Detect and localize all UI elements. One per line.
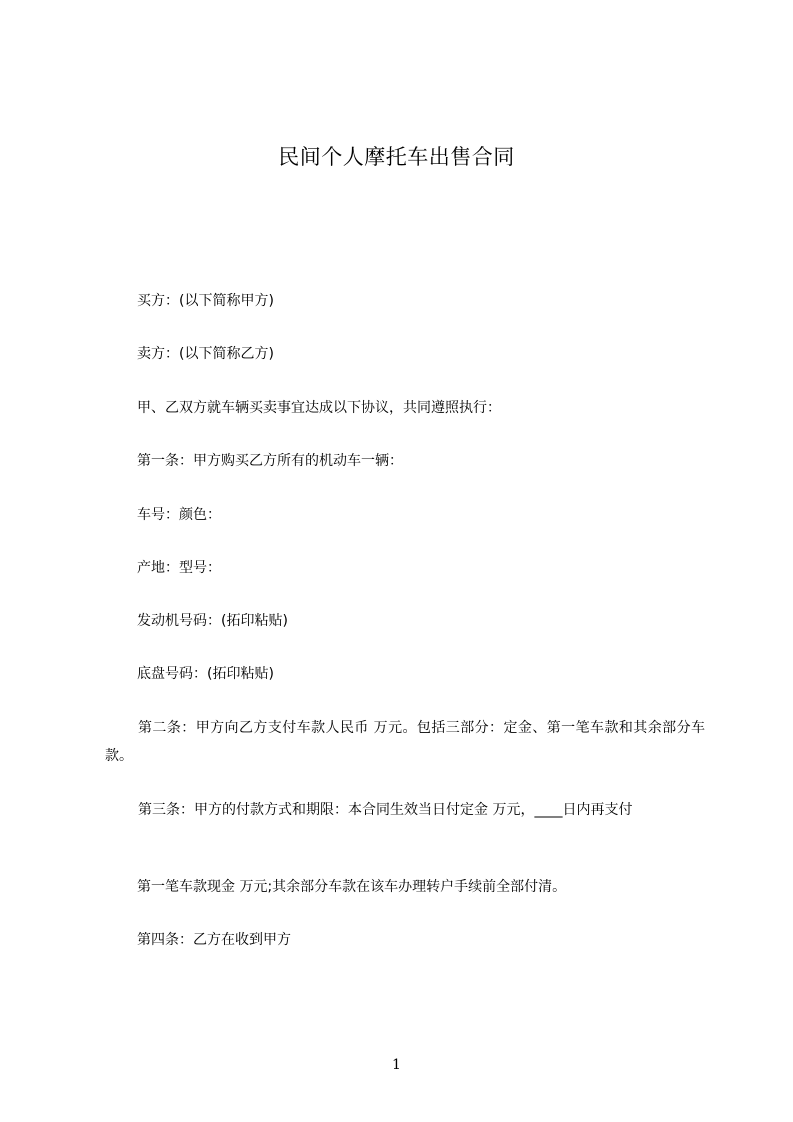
- intro-line: 甲、乙双方就车辆买卖事宜达成以下协议，共同遵照执行：: [137, 400, 501, 416]
- article-4-line: 第四条：乙方在收到甲方: [137, 932, 291, 948]
- document-title: 民间个人摩托车出售合同: [278, 145, 515, 169]
- first-payment-line: 第一笔车款现金 万元;其余部分车款在该车办理转户手续前全部付清。: [137, 879, 567, 895]
- seller-line: 卖方：(以下简称乙方): [137, 346, 274, 362]
- buyer-line: 买方：(以下简称甲方): [137, 293, 274, 309]
- article-1-line: 第一条：甲方购买乙方所有的机动车一辆：: [137, 453, 403, 469]
- chassis-number-line: 底盘号码：(拓印粘贴): [137, 666, 274, 682]
- engine-number-line: 发动机号码：(拓印粘贴): [137, 613, 288, 629]
- article-2-paragraph: 第二条：甲方向乙方支付车款人民币 万元。包括三部分：定金、第一笔车款和其余部分车款。: [105, 720, 705, 764]
- page-number: 1: [392, 1057, 401, 1073]
- article-3-paragraph: 第三条：甲方的付款方式和期限：本合同生效当日付定金 万元，____日内再支付: [138, 802, 633, 818]
- plate-color-line: 车号：颜色：: [137, 507, 221, 523]
- origin-model-line: 产地：型号：: [137, 560, 221, 576]
